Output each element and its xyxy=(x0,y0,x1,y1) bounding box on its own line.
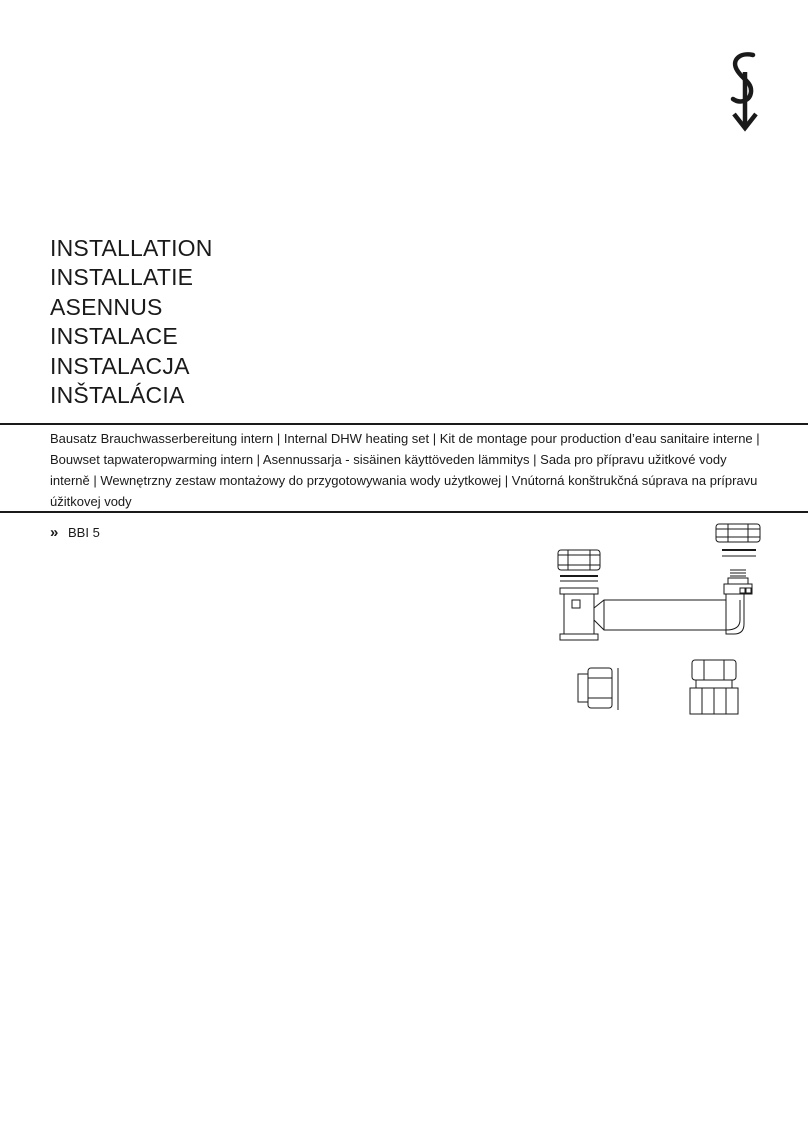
model-name: BBI 5 xyxy=(68,525,100,540)
union-nut-right-icon xyxy=(716,524,760,542)
title-fi: ASENNUS xyxy=(50,293,163,320)
union-fitting-icon xyxy=(690,660,738,714)
divider-bottom xyxy=(0,511,808,513)
description-line: úžitkovej vody xyxy=(50,494,132,509)
model-marker: » xyxy=(50,524,59,541)
product-description xyxy=(50,428,770,512)
brand-logo-icon xyxy=(726,52,764,136)
title-nl: INSTALLATIE xyxy=(50,264,194,291)
title-cs: INSTALACE xyxy=(50,323,178,350)
description-line: Bausatz Brauchwasserbereitung intern | Internal DHW heating set | Kit de montage pour production d’eau sanitaire interne | xyxy=(50,431,760,446)
description-line: Bouwset tapwateropwarming intern | Asennussarja - sisäinen käyttöveden lämmitys | Sada pro přípravu užitkové vody xyxy=(50,452,727,467)
title-list xyxy=(50,234,213,410)
adapter-icon xyxy=(578,668,618,710)
parts-drawing-icon xyxy=(548,520,770,720)
model-designation xyxy=(50,524,100,542)
pipe-icon xyxy=(594,594,744,634)
union-nut-left-icon xyxy=(558,550,600,570)
title-sk: INŠTALÁCIA xyxy=(50,382,185,409)
divider-top xyxy=(0,423,808,425)
tee-body-icon xyxy=(560,588,598,640)
fitting-right-icon xyxy=(724,570,752,594)
title-en: INSTALLATION xyxy=(50,235,213,261)
title-pl: INSTALACJA xyxy=(50,352,190,379)
description-line: interně | Wewnętrzny zestaw montażowy do przygotowywania wody użytkowej | Vnútorná konštrukčná súprava na prípravu xyxy=(50,473,758,488)
